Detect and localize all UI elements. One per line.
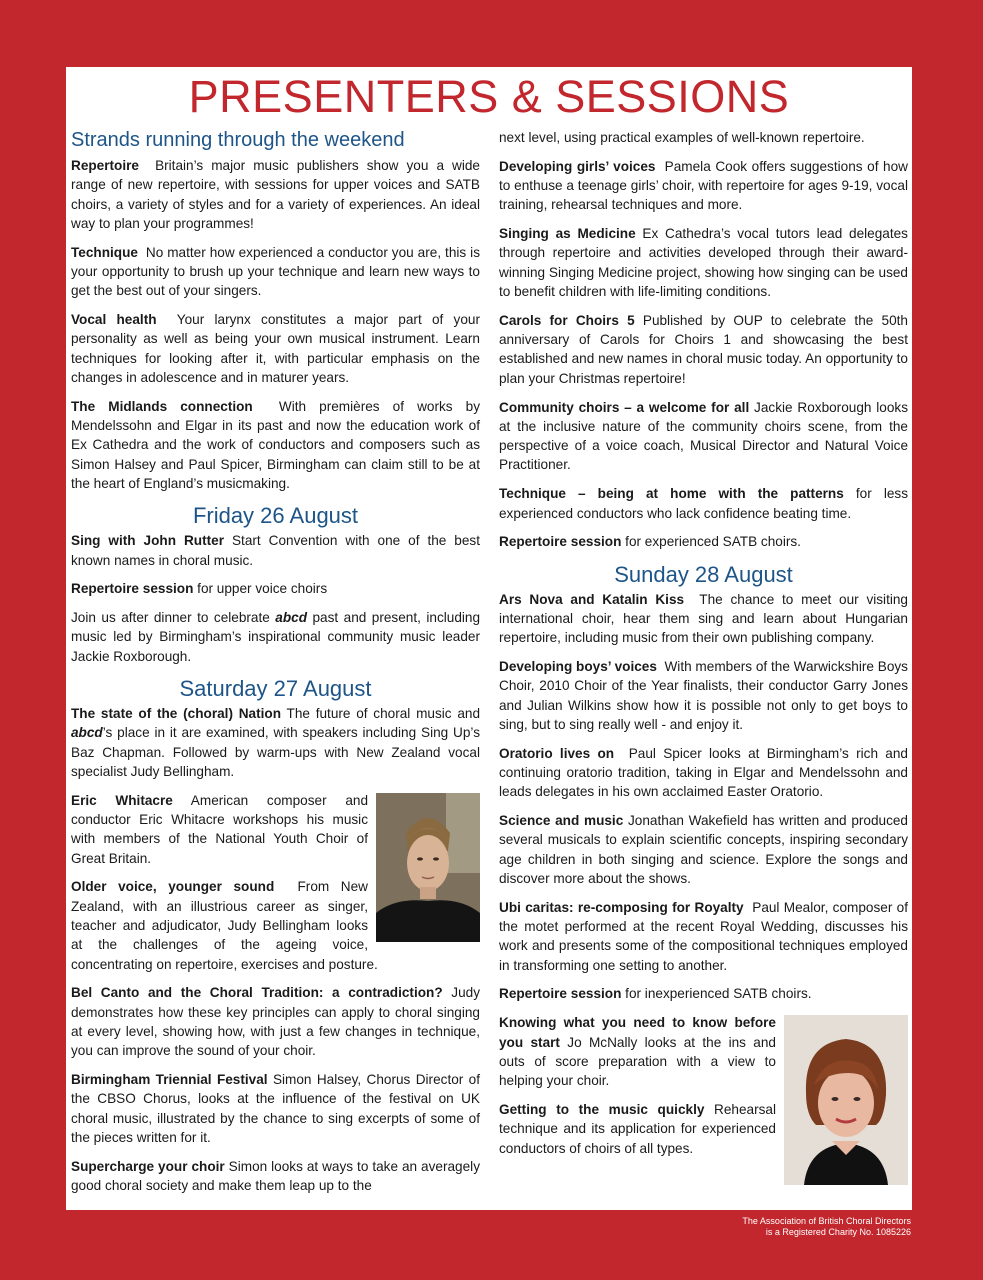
jo-mcnally-photo [784,1015,908,1185]
friday-heading: Friday 26 August [192,503,359,529]
session-item: Birmingham Triennial Festival Simon Halsey, Chorus Director of the CBSO Chorus, looks at the influence of the festival on UK choral music, illustrated by the chance to sing excerpts of some of the pieces written for it. [71,1072,481,1145]
session-item: Supercharge your choir Simon looks at ways to take an averagely good choral society and make them leap up to the [71,1158,480,1194]
portrait-woman-icon [784,1015,908,1185]
session-item: Bel Canto and the Choral Tradition: a contradiction? Judy demonstrates how these key principles can apply to choral singing at every level, showing how, with just a few changes in technique, you can improve the sound of your choir. [71,985,480,1059]
session-item: Eric Whitacre American composer and conductor Eric Whitacre workshops his music with members of the National Youth Choir of Great Britain. [71,792,368,866]
session-item: Repertoire session for experienced SATB choirs. [499,534,801,550]
strand-item: The Midlands connection With premières of works by Mendelssohn and Elgar in its past and now the education work of Ex Cathedra and the work of conductors and composers such as Simon Halsey and Paul Spicer, Birmingham can claim still to be at the heart of England’s musicmaking. [71,398,480,491]
session-item: Getting to the music quickly Rehearsal technique and its application for experienced conductors of choirs of all types. [499,1101,776,1156]
session-item: Sing with John Rutter Start Convention with one of the best known names in choral music. [71,533,480,568]
strands-heading: Strands running through the weekend [71,129,405,151]
content-panel [66,67,912,1210]
saturday-heading: Saturday 27 August [179,676,372,702]
session-item: Singing as Medicine Ex Cathedra’s vocal tutors lead delegates through repertoire and activities developed through their award-winning Singing Medicine project, showing how singing can be used to benefit children with life-limiting conditions. [499,226,908,300]
session-item: Technique – being at home with the patterns for less experienced conductors who lack confidence beating time. [499,486,908,521]
eric-whitacre-photo [376,793,480,942]
session-item: Repertoire session for inexperienced SATB choirs. [499,986,812,1002]
session-item: Oratorio lives on Paul Spicer looks at Birmingham’s rich and continuing oratorio tradition, taking in Elgar and Mendelssohn and leads delegates in his own acclaimed Easter Oratorio. [499,745,908,800]
portrait-man-icon [376,793,480,942]
session-item: Developing girls’ voices Pamela Cook offers suggestions of how to enthuse a teenage girls’ choir, with repertoire for ages 9-19, vocal training, rehearsal techniques and more. [499,158,908,213]
strand-item: Repertoire Britain’s major music publishers show you a wide range of new repertoire, with sessions for upper voices and SATB choirs, a variety of styles and for a variety of experiences. An ideal way to plan your programmes! [71,158,480,231]
right-column [499,128,908,1191]
page-title: PRESENTERS & SESSIONS [188,71,790,122]
session-item: Join us after dinner to celebrate abcd past and present, including music led by Birmingham’s inspirational community music leader Jackie Roxborough. [71,610,481,664]
charity-footer: The Association of British Choral Directors is a Registered Charity No. 1085226 [742,1216,911,1237]
session-item: Ubi caritas: re-composing for Royalty Paul Mealor, composer of the motet performed at the recent Royal Wedding, discusses his work and presents some of the compositional techniques employed in transforming one setting to another. [499,899,908,973]
session-item: Repertoire session for upper voice choirs [71,581,328,597]
strand-item: Vocal health Your larynx constitutes a major part of your personality as well as being your own musical instrument. Learn techniques for looking after it, with particular emphasis on the changes in adolescence and in maturer years. [71,312,480,385]
session-item: The state of the (choral) Nation The future of choral music and abcd’s place in it are examined, with speakers including Sing Up’s Baz Chapman. Followed by warm-ups with New Zealand vocal specialist Judy Bellingham. [71,706,481,779]
session-item: Ars Nova and Katalin Kiss The chance to meet our visiting international choir, hear them sing and learn about Hungarian repertoire, including music from their own publishing company. [499,591,908,646]
session-item: Knowing what you need to know before you start Jo McNally looks at the ins and outs of score preparation with a view to helping your choir. [499,1015,776,1089]
strand-item: Technique No matter how experienced a conductor you are, this is your opportunity to brush up your technique and learn new ways to get the best out of your singers. [71,244,480,299]
session-item: Carols for Choirs 5 Published by OUP to celebrate the 50th anniversary of Carols for Choirs 1 and showcasing the best established and new names in choral music today. An opportunity to plan your Christmas repertoire! [499,312,908,386]
session-text-continuation: next level, using practical examples of well-known repertoire. [499,130,865,145]
session-item: Science and music Jonathan Wakefield has written and produced several musicals to explain scientific concepts, inspiring secondary age children in both singing and science. Explore the songs and discover more about the shows. [499,813,908,886]
sunday-heading: Sunday 28 August [614,561,793,587]
session-item: Developing boys’ voices With members of the Warwickshire Boys Choir, 2010 Choir of the Year finalists, their conductor Garry Jones and Julian Wilkins show how it is possible not only to get boys to sing, but to sing really well - and enjoy it. [499,659,908,732]
left-column [71,128,480,1205]
session-item: Community choirs – a welcome for all Jackie Roxborough looks at the inclusive nature of the community choirs scene, from the perspective of a voice coach, Musical Director and Natural Voice Practitioner. [499,399,909,473]
session-text-continued: Simon looks at ways to take an averagely good choral society and make them leap up to the [71,1158,480,1194]
session-item: Older voice, younger sound From New Zealand, with an illustrious career as singer, teacher and adjudicator, Judy Bellingham looks at the challenges of the ageing voice, concentrating on repertoire, exercises and posture. [71,879,378,972]
